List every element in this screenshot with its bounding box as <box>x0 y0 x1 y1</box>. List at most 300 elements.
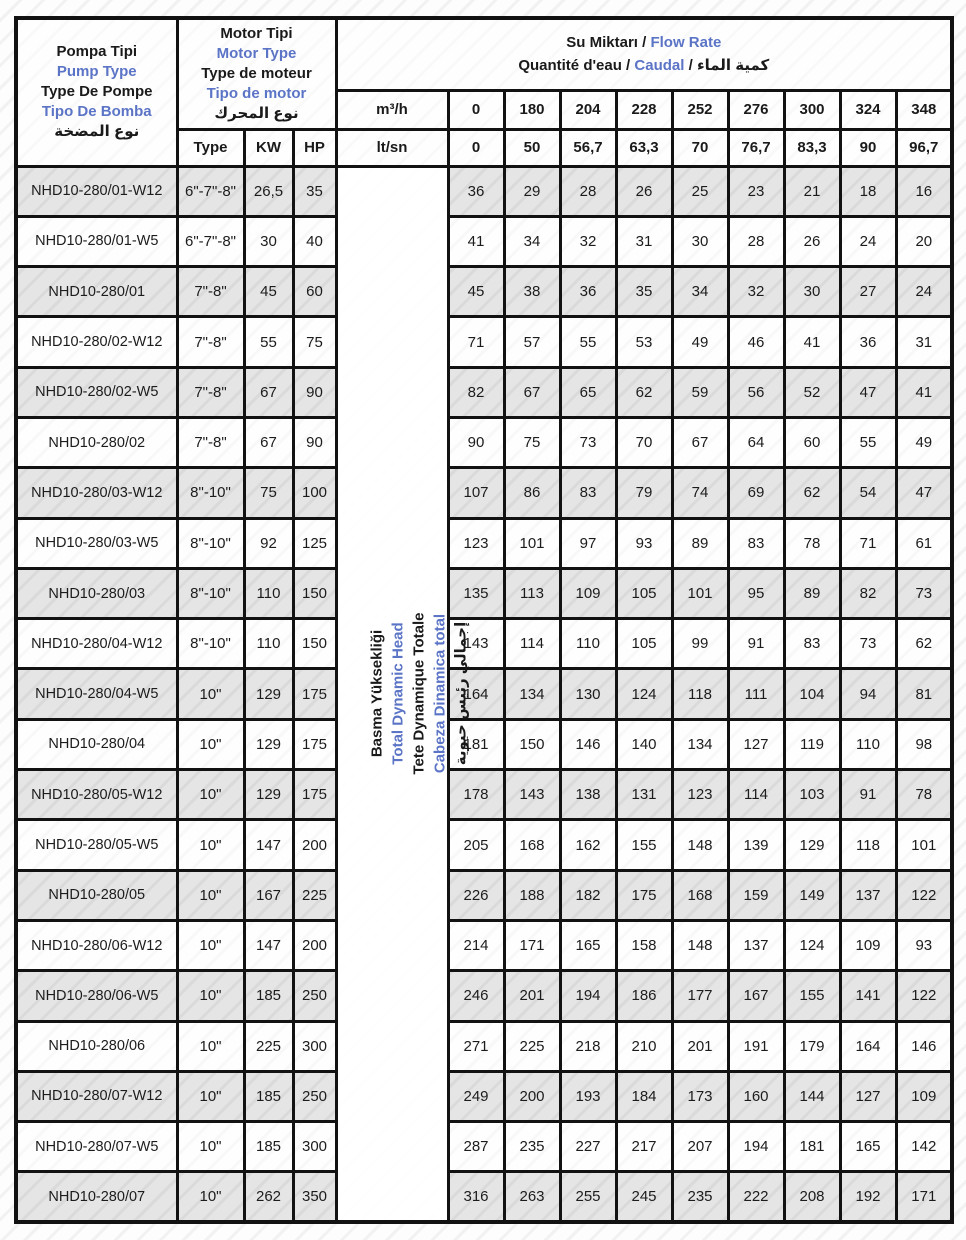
head-value-cell: 191 <box>728 1021 784 1071</box>
flow-ltsn-value: 83,3 <box>784 129 840 166</box>
hp-cell: 125 <box>293 518 336 568</box>
hp-cell: 200 <box>293 820 336 870</box>
head-value-cell: 222 <box>728 1172 784 1222</box>
head-value-cell: 123 <box>672 770 728 820</box>
kw-cell: 185 <box>244 1071 293 1121</box>
head-value-cell: 62 <box>896 619 952 669</box>
head-value-cell: 134 <box>504 669 560 719</box>
flow-rate-title-part: Flow Rate <box>650 34 722 52</box>
hp-cell: 90 <box>293 417 336 467</box>
head-value-cell: 205 <box>448 820 504 870</box>
hp-cell: 175 <box>293 669 336 719</box>
vertical-header-line: Cabeza Dinamica total <box>430 614 448 774</box>
head-value-cell: 271 <box>448 1021 504 1071</box>
table-row <box>16 1021 952 1071</box>
head-value-cell: 287 <box>448 1122 504 1172</box>
pump-type-header <box>16 18 177 166</box>
header-line: Motor Tipi <box>220 24 293 42</box>
head-value-cell: 26 <box>616 166 672 216</box>
motor-size-cell: 10" <box>177 1122 244 1172</box>
motor-size-cell: 10" <box>177 1172 244 1222</box>
head-value-cell: 165 <box>840 1122 896 1172</box>
table-row <box>16 568 952 618</box>
motor-size-cell: 7"-8" <box>177 417 244 467</box>
head-value-cell: 24 <box>896 267 952 317</box>
head-value-cell: 150 <box>504 719 560 769</box>
hp-cell: 100 <box>293 468 336 518</box>
head-value-cell: 139 <box>728 820 784 870</box>
kw-cell: 67 <box>244 417 293 467</box>
header-line: Motor Type <box>216 44 297 62</box>
table-row <box>16 719 952 769</box>
flow-m3h-value: 180 <box>504 90 560 129</box>
flow-m3h-value: 276 <box>728 90 784 129</box>
head-value-cell: 144 <box>784 1071 840 1121</box>
pump-name-cell: NHD10-280/07-W5 <box>16 1122 177 1172</box>
head-value-cell: 194 <box>560 971 616 1021</box>
kw-cell: 167 <box>244 870 293 920</box>
head-value-cell: 177 <box>672 971 728 1021</box>
kw-cell: 30 <box>244 216 293 266</box>
table-row <box>16 1122 952 1172</box>
pump-name-cell: NHD10-280/02-W12 <box>16 317 177 367</box>
table-header <box>16 18 952 166</box>
head-value-cell: 137 <box>728 920 784 970</box>
head-value-cell: 73 <box>560 417 616 467</box>
head-value-cell: 160 <box>728 1071 784 1121</box>
head-value-cell: 164 <box>840 1021 896 1071</box>
head-value-cell: 131 <box>616 770 672 820</box>
header-line: Type De Pompe <box>41 83 153 101</box>
head-value-cell: 114 <box>504 619 560 669</box>
head-value-cell: 173 <box>672 1071 728 1121</box>
header-line: نوع المضخة <box>54 123 140 141</box>
head-value-cell: 30 <box>784 267 840 317</box>
head-value-cell: 93 <box>896 920 952 970</box>
motor-type-header <box>177 18 336 129</box>
head-value-cell: 146 <box>896 1021 952 1071</box>
head-value-cell: 36 <box>840 317 896 367</box>
head-value-cell: 119 <box>784 719 840 769</box>
flow-ltsn-value: 0 <box>448 129 504 166</box>
header-line: Tipo de motor <box>206 84 307 102</box>
head-value-cell: 171 <box>504 920 560 970</box>
head-value-cell: 101 <box>672 568 728 618</box>
head-value-cell: 26 <box>784 216 840 266</box>
table-row <box>16 216 952 266</box>
table-row <box>16 417 952 467</box>
motor-size-cell: 10" <box>177 669 244 719</box>
head-value-cell: 217 <box>616 1122 672 1172</box>
head-value-cell: 141 <box>840 971 896 1021</box>
head-value-cell: 36 <box>560 267 616 317</box>
table-row <box>16 317 952 367</box>
kw-cell: 129 <box>244 770 293 820</box>
head-value-cell: 41 <box>448 216 504 266</box>
hp-cell: 75 <box>293 317 336 367</box>
head-value-cell: 91 <box>728 619 784 669</box>
pump-name-cell: NHD10-280/05-W5 <box>16 820 177 870</box>
head-value-cell: 105 <box>616 568 672 618</box>
motor-size-cell: 8"-10" <box>177 619 244 669</box>
motor-size-cell: 10" <box>177 920 244 970</box>
head-value-cell: 201 <box>672 1021 728 1071</box>
pump-name-cell: NHD10-280/02 <box>16 417 177 467</box>
head-value-cell: 188 <box>504 870 560 920</box>
head-value-cell: 93 <box>616 518 672 568</box>
head-value-cell: 208 <box>784 1172 840 1222</box>
head-value-cell: 34 <box>672 267 728 317</box>
head-value-cell: 98 <box>896 719 952 769</box>
table-row <box>16 971 952 1021</box>
head-value-cell: 158 <box>616 920 672 970</box>
kw-cell: 45 <box>244 267 293 317</box>
motor-size-cell: 10" <box>177 870 244 920</box>
motor-size-cell: 8"-10" <box>177 568 244 618</box>
head-value-cell: 138 <box>560 770 616 820</box>
head-value-cell: 74 <box>672 468 728 518</box>
head-value-cell: 124 <box>784 920 840 970</box>
head-value-cell: 49 <box>896 417 952 467</box>
header-line: Pompa Tipi <box>56 43 138 61</box>
head-value-cell: 194 <box>728 1122 784 1172</box>
head-value-cell: 134 <box>672 719 728 769</box>
flow-rate-title-line <box>338 54 951 77</box>
head-value-cell: 135 <box>448 568 504 618</box>
motor-size-cell: 7"-8" <box>177 367 244 417</box>
head-value-cell: 95 <box>728 568 784 618</box>
head-value-cell: 207 <box>672 1122 728 1172</box>
pump-name-cell: NHD10-280/05 <box>16 870 177 920</box>
head-value-cell: 101 <box>896 820 952 870</box>
flow-m3h-value: 324 <box>840 90 896 129</box>
head-value-cell: 122 <box>896 870 952 920</box>
head-value-cell: 225 <box>504 1021 560 1071</box>
head-value-cell: 110 <box>560 619 616 669</box>
head-value-cell: 47 <box>896 468 952 518</box>
head-value-cell: 149 <box>784 870 840 920</box>
kw-cell: 67 <box>244 367 293 417</box>
head-value-cell: 27 <box>840 267 896 317</box>
head-value-cell: 316 <box>448 1172 504 1222</box>
flow-ltsn-value: 56,7 <box>560 129 616 166</box>
head-value-cell: 30 <box>672 216 728 266</box>
head-value-cell: 193 <box>560 1071 616 1121</box>
head-value-cell: 118 <box>840 820 896 870</box>
table-row <box>16 870 952 920</box>
head-value-cell: 143 <box>504 770 560 820</box>
head-value-cell: 59 <box>672 367 728 417</box>
motor-size-cell: 7"-8" <box>177 317 244 367</box>
flow-m3h-value: 204 <box>560 90 616 129</box>
total-dynamic-head-label <box>366 613 471 775</box>
hp-cell: 150 <box>293 619 336 669</box>
flow-rate-header <box>336 18 952 90</box>
table-row <box>16 166 952 216</box>
table-row <box>16 669 952 719</box>
hp-cell: 225 <box>293 870 336 920</box>
vertical-header-line: Total Dynamic Head <box>388 622 406 765</box>
hp-cell: 300 <box>293 1021 336 1071</box>
head-value-cell: 122 <box>896 971 952 1021</box>
kw-cell: 185 <box>244 971 293 1021</box>
flow-m3h-value: 228 <box>616 90 672 129</box>
flow-rate-title-part: / <box>684 57 697 75</box>
head-value-cell: 184 <box>616 1071 672 1121</box>
head-value-cell: 155 <box>784 971 840 1021</box>
total-dynamic-head-column <box>336 166 469 1222</box>
table-row <box>16 920 952 970</box>
head-value-cell: 178 <box>448 770 504 820</box>
pump-name-cell: NHD10-280/03-W5 <box>16 518 177 568</box>
kw-cell: 147 <box>244 920 293 970</box>
head-value-cell: 127 <box>840 1071 896 1121</box>
head-value-cell: 175 <box>616 870 672 920</box>
head-value-cell: 245 <box>616 1172 672 1222</box>
head-value-cell: 109 <box>840 920 896 970</box>
head-value-cell: 118 <box>672 669 728 719</box>
head-value-cell: 113 <box>504 568 560 618</box>
pump-name-cell: NHD10-280/03-W12 <box>16 468 177 518</box>
head-value-cell: 111 <box>728 669 784 719</box>
header-line: نوع المحرك <box>214 104 299 122</box>
head-value-cell: 130 <box>560 669 616 719</box>
head-value-cell: 41 <box>784 317 840 367</box>
head-value-cell: 25 <box>672 166 728 216</box>
flow-m3h-value: 348 <box>896 90 952 129</box>
head-value-cell: 45 <box>448 267 504 317</box>
table-row <box>16 1172 952 1222</box>
kw-cell: 262 <box>244 1172 293 1222</box>
head-value-cell: 104 <box>784 669 840 719</box>
flow-ltsn-value: 76,7 <box>728 129 784 166</box>
head-value-cell: 24 <box>840 216 896 266</box>
head-value-cell: 137 <box>840 870 896 920</box>
head-value-cell: 167 <box>728 971 784 1021</box>
kw-cell: 225 <box>244 1021 293 1071</box>
kw-cell: 55 <box>244 317 293 367</box>
head-value-cell: 28 <box>560 166 616 216</box>
head-value-cell: 75 <box>504 417 560 467</box>
kw-cell: 26,5 <box>244 166 293 216</box>
head-value-cell: 129 <box>784 820 840 870</box>
pump-performance-sheet <box>14 16 954 1224</box>
head-value-cell: 201 <box>504 971 560 1021</box>
flow-rate-title-line <box>338 31 951 54</box>
head-value-cell: 168 <box>504 820 560 870</box>
head-value-cell: 56 <box>728 367 784 417</box>
head-value-cell: 168 <box>672 870 728 920</box>
head-value-cell: 181 <box>784 1122 840 1172</box>
head-value-cell: 29 <box>504 166 560 216</box>
head-value-cell: 143 <box>448 619 504 669</box>
head-value-cell: 34 <box>504 216 560 266</box>
head-value-cell: 226 <box>448 870 504 920</box>
head-value-cell: 235 <box>672 1172 728 1222</box>
pump-name-cell: NHD10-280/04 <box>16 719 177 769</box>
table-row <box>16 619 952 669</box>
flow-ltsn-value: 70 <box>672 129 728 166</box>
head-value-cell: 109 <box>896 1071 952 1121</box>
kw-cell: 92 <box>244 518 293 568</box>
motor-size-cell: 8"-10" <box>177 518 244 568</box>
head-value-cell: 105 <box>616 619 672 669</box>
pump-name-cell: NHD10-280/01 <box>16 267 177 317</box>
header-line: Type de moteur <box>201 64 312 82</box>
head-value-cell: 110 <box>840 719 896 769</box>
table-row <box>16 1071 952 1121</box>
head-value-cell: 82 <box>840 568 896 618</box>
header-row-titles <box>16 18 952 90</box>
motor-size-cell: 10" <box>177 719 244 769</box>
head-value-cell: 181 <box>448 719 504 769</box>
head-value-cell: 57 <box>504 317 560 367</box>
table-row <box>16 770 952 820</box>
head-value-cell: 81 <box>896 669 952 719</box>
head-value-cell: 249 <box>448 1071 504 1121</box>
head-value-cell: 148 <box>672 820 728 870</box>
table-row <box>16 367 952 417</box>
head-value-cell: 31 <box>616 216 672 266</box>
head-value-cell: 91 <box>840 770 896 820</box>
motor-size-cell: 10" <box>177 1071 244 1121</box>
vertical-header-line: Tete Dynamique Totale <box>409 612 427 775</box>
head-value-cell: 165 <box>560 920 616 970</box>
head-value-cell: 140 <box>616 719 672 769</box>
head-value-cell: 99 <box>672 619 728 669</box>
pump-name-cell: NHD10-280/01-W5 <box>16 216 177 266</box>
head-value-cell: 89 <box>784 568 840 618</box>
head-value-cell: 171 <box>896 1172 952 1222</box>
head-value-cell: 67 <box>672 417 728 467</box>
hp-cell: 175 <box>293 770 336 820</box>
pump-name-cell: NHD10-280/07-W12 <box>16 1071 177 1121</box>
head-value-cell: 61 <box>896 518 952 568</box>
motor-size-cell: 10" <box>177 820 244 870</box>
flow-ltsn-value: 96,7 <box>896 129 952 166</box>
motor-size-cell: 10" <box>177 770 244 820</box>
flow-rate-title-part: Su Miktarı / <box>566 34 651 52</box>
head-value-cell: 83 <box>560 468 616 518</box>
motor-size-cell: 10" <box>177 971 244 1021</box>
head-value-cell: 18 <box>840 166 896 216</box>
kw-cell: 75 <box>244 468 293 518</box>
hp-cell: 300 <box>293 1122 336 1172</box>
hp-cell: 35 <box>293 166 336 216</box>
head-value-cell: 52 <box>784 367 840 417</box>
pump-performance-table <box>14 16 954 1224</box>
flow-m3h-value: 0 <box>448 90 504 129</box>
motor-size-cell: 6"-7"-8" <box>177 216 244 266</box>
hp-cell: 250 <box>293 1071 336 1121</box>
head-value-cell: 32 <box>560 216 616 266</box>
head-value-cell: 54 <box>840 468 896 518</box>
motor-size-cell: 8"-10" <box>177 468 244 518</box>
head-value-cell: 20 <box>896 216 952 266</box>
head-value-cell: 53 <box>616 317 672 367</box>
motor-size-cell: 7"-8" <box>177 267 244 317</box>
head-value-cell: 31 <box>896 317 952 367</box>
head-value-cell: 109 <box>560 568 616 618</box>
head-value-cell: 101 <box>504 518 560 568</box>
head-value-cell: 107 <box>448 468 504 518</box>
hp-cell: 250 <box>293 971 336 1021</box>
kw-cell: 110 <box>244 619 293 669</box>
head-value-cell: 55 <box>840 417 896 467</box>
head-value-cell: 142 <box>896 1122 952 1172</box>
motor-size-cell: 6"-7"-8" <box>177 166 244 216</box>
hp-cell: 200 <box>293 920 336 970</box>
head-value-cell: 47 <box>840 367 896 417</box>
hp-cell: 350 <box>293 1172 336 1222</box>
head-value-cell: 64 <box>728 417 784 467</box>
head-value-cell: 36 <box>448 166 504 216</box>
head-value-cell: 89 <box>672 518 728 568</box>
head-value-cell: 94 <box>840 669 896 719</box>
motor-type-column-label: Type <box>177 129 244 166</box>
kw-cell: 110 <box>244 568 293 618</box>
head-value-cell: 214 <box>448 920 504 970</box>
kw-cell: 129 <box>244 719 293 769</box>
pump-name-cell: NHD10-280/05-W12 <box>16 770 177 820</box>
flow-ltsn-value: 50 <box>504 129 560 166</box>
pump-name-cell: NHD10-280/02-W5 <box>16 367 177 417</box>
pump-name-cell: NHD10-280/04-W12 <box>16 619 177 669</box>
hp-cell: 150 <box>293 568 336 618</box>
head-value-cell: 164 <box>448 669 504 719</box>
motor-size-cell: 10" <box>177 1021 244 1071</box>
head-value-cell: 49 <box>672 317 728 367</box>
head-value-cell: 263 <box>504 1172 560 1222</box>
head-value-cell: 16 <box>896 166 952 216</box>
head-value-cell: 179 <box>784 1021 840 1071</box>
head-value-cell: 123 <box>448 518 504 568</box>
flow-rate-title-part: Quantité d'eau / <box>518 57 635 75</box>
head-value-cell: 146 <box>560 719 616 769</box>
pump-name-cell: NHD10-280/07 <box>16 1172 177 1222</box>
head-value-cell: 103 <box>784 770 840 820</box>
hp-cell: 60 <box>293 267 336 317</box>
flow-m3h-value: 300 <box>784 90 840 129</box>
head-value-cell: 41 <box>896 367 952 417</box>
head-value-cell: 218 <box>560 1021 616 1071</box>
head-value-cell: 23 <box>728 166 784 216</box>
head-value-cell: 55 <box>560 317 616 367</box>
head-value-cell: 65 <box>560 367 616 417</box>
flow-ltsn-value: 90 <box>840 129 896 166</box>
head-value-cell: 86 <box>504 468 560 518</box>
flow-rate-title-part: كمية الماء <box>696 57 770 75</box>
hp-column-label: HP <box>293 129 336 166</box>
flow-rate-title-part: Caudal <box>634 57 685 75</box>
head-value-cell: 155 <box>616 820 672 870</box>
head-value-cell: 78 <box>784 518 840 568</box>
head-value-cell: 227 <box>560 1122 616 1172</box>
head-value-cell: 124 <box>616 669 672 719</box>
head-value-cell: 32 <box>728 267 784 317</box>
head-value-cell: 182 <box>560 870 616 920</box>
pump-name-cell: NHD10-280/04-W5 <box>16 669 177 719</box>
head-value-cell: 97 <box>560 518 616 568</box>
head-value-cell: 246 <box>448 971 504 1021</box>
head-value-cell: 73 <box>896 568 952 618</box>
head-value-cell: 200 <box>504 1071 560 1121</box>
pump-name-cell: NHD10-280/03 <box>16 568 177 618</box>
head-value-cell: 38 <box>504 267 560 317</box>
head-value-cell: 90 <box>448 417 504 467</box>
pump-name-cell: NHD10-280/06 <box>16 1021 177 1071</box>
pump-name-cell: NHD10-280/06-W12 <box>16 920 177 970</box>
